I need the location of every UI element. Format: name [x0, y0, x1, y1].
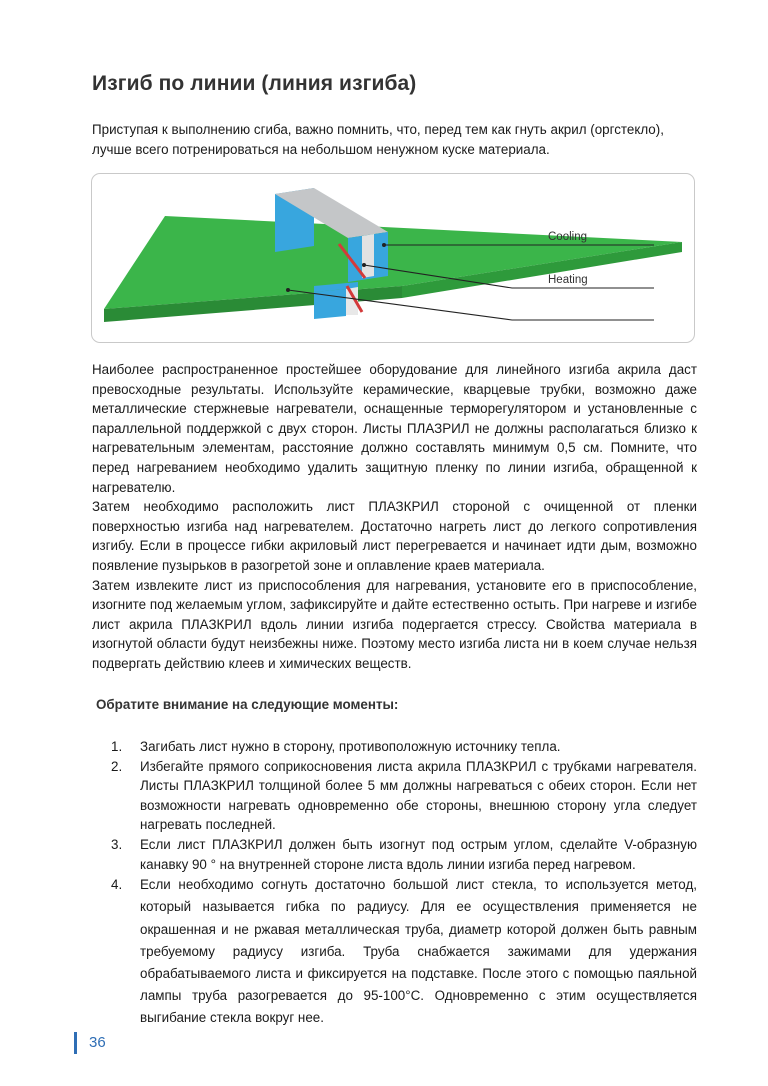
bending-diagram — [91, 173, 695, 343]
bending-diagram-illustration — [92, 174, 694, 342]
intro-paragraph: Приступая к выполнению сгиба, важно помнить, что, перед тем как гнуть акрил (оргстекло), лучше всего потренироваться на небольшом ненужном куске материала. — [92, 122, 664, 157]
list-item — [103, 757, 697, 835]
list-item-text: Избегайте прямого соприкосновения листа акрила ПЛАЗКРИЛ с трубками нагревателя. Листы ПЛАЗКРИЛ толщиной более 5 мм должны нагреваться с обеих сторон. Если нет возможности нагревать одновременно обе стороны, внешнюю сторону угла следует нагревать последней. — [140, 758, 697, 833]
list-item-number: 1. — [111, 739, 123, 754]
list-item — [103, 835, 697, 874]
list-item — [103, 737, 697, 757]
body-paragraph-3: Затем извлеките лист из приспособления для нагревания, установите его в приспособление, изогните под желаемым углом, зафиксируйте и дайте естественно остыть. При нагреве и изгибе лист акрила ПЛАЗКРИЛ вдоль линии изгиба подергается стрессу. Свойства материала в изогнутой области будут неизбежны ниже. Поэтому место изгиба листа ни в коем случае нельзя подвергать действию клеев и химических веществ. — [92, 577, 697, 671]
points-list — [103, 737, 697, 1030]
cooling-label: Cooling — [548, 231, 587, 243]
heating-leader-dot — [362, 263, 366, 267]
body-paragraph-1: Наиболее распространенное простейшее оборудование для линейного изгиба акрила даст превосходные результаты. Используйте керамические, кварцевые трубки, возможно даже металлические стержневые нагреватели, оснащенные терморегулятором и установленные с параллельной поддержкой с двух сторон. Листы ПЛАЗРИЛ не должны располагаться близко к нагревательным элементам, расстояние должно составлять минимум 0,5 см. Помните, что перед нагреванием необходимо удалить защитную пленку по линии изгиба, обращенной к нагревателю. — [92, 362, 697, 495]
list-item-number: 3. — [111, 836, 123, 852]
list-item-number: 2. — [111, 758, 123, 774]
list-item — [103, 874, 697, 1029]
block-slot — [362, 234, 374, 278]
list-item-text: Если необходимо согнуть достаточно большой лист стекла, то используется метод, который называется гибка по радиусу. Для ее осуществления применяется не окрашенная и не ржавая металлическая труба, диаметр которой должен быть равным требуемому радиусу изгиба. Труба снабжается зажимами для удержания обрабатываемого листа и фиксируется на подставке. После этого с помощью паяльной лампы труба разогревается до 95-100°С. Одновременно с этим осуществляется выгибание стекла вокруг нее. — [140, 877, 697, 1026]
list-item-text: Если лист ПЛАЗКРИЛ должен быть изогнут под острым углом, сделайте V-образную канавку 90 ° на внутренней стороне листа вдоль линии изгиба перед нагревом. — [140, 836, 697, 872]
list-item-text: Загибать лист нужно в сторону, противоположную источнику тепла. — [140, 739, 561, 754]
body-paragraph-2: Затем необходимо расположить лист ПЛАЗКРИЛ стороной с очищенной от пленки поверхностью изгиба над нагревателем. Достаточно нагреть лист до легкого сопротивления изгибу. Если в процессе гибки акриловый лист перегревается и начинает идти дым, возможно появление пузырьков в разогретой зоне и оплавление краев материала. — [92, 499, 697, 573]
page-title: Изгиб по линии (линия изгиба) — [92, 72, 417, 95]
cooling-leader-dot — [382, 243, 386, 247]
sheet-leader-dot — [286, 288, 290, 292]
page-number: 36 — [74, 1032, 106, 1054]
notice-heading: Обратите внимание на следующие моменты: — [96, 697, 399, 712]
heating-label: Heating — [548, 274, 588, 286]
list-item-number: 4. — [111, 877, 123, 893]
main-text — [92, 360, 697, 674]
block-lower-front — [314, 289, 346, 319]
